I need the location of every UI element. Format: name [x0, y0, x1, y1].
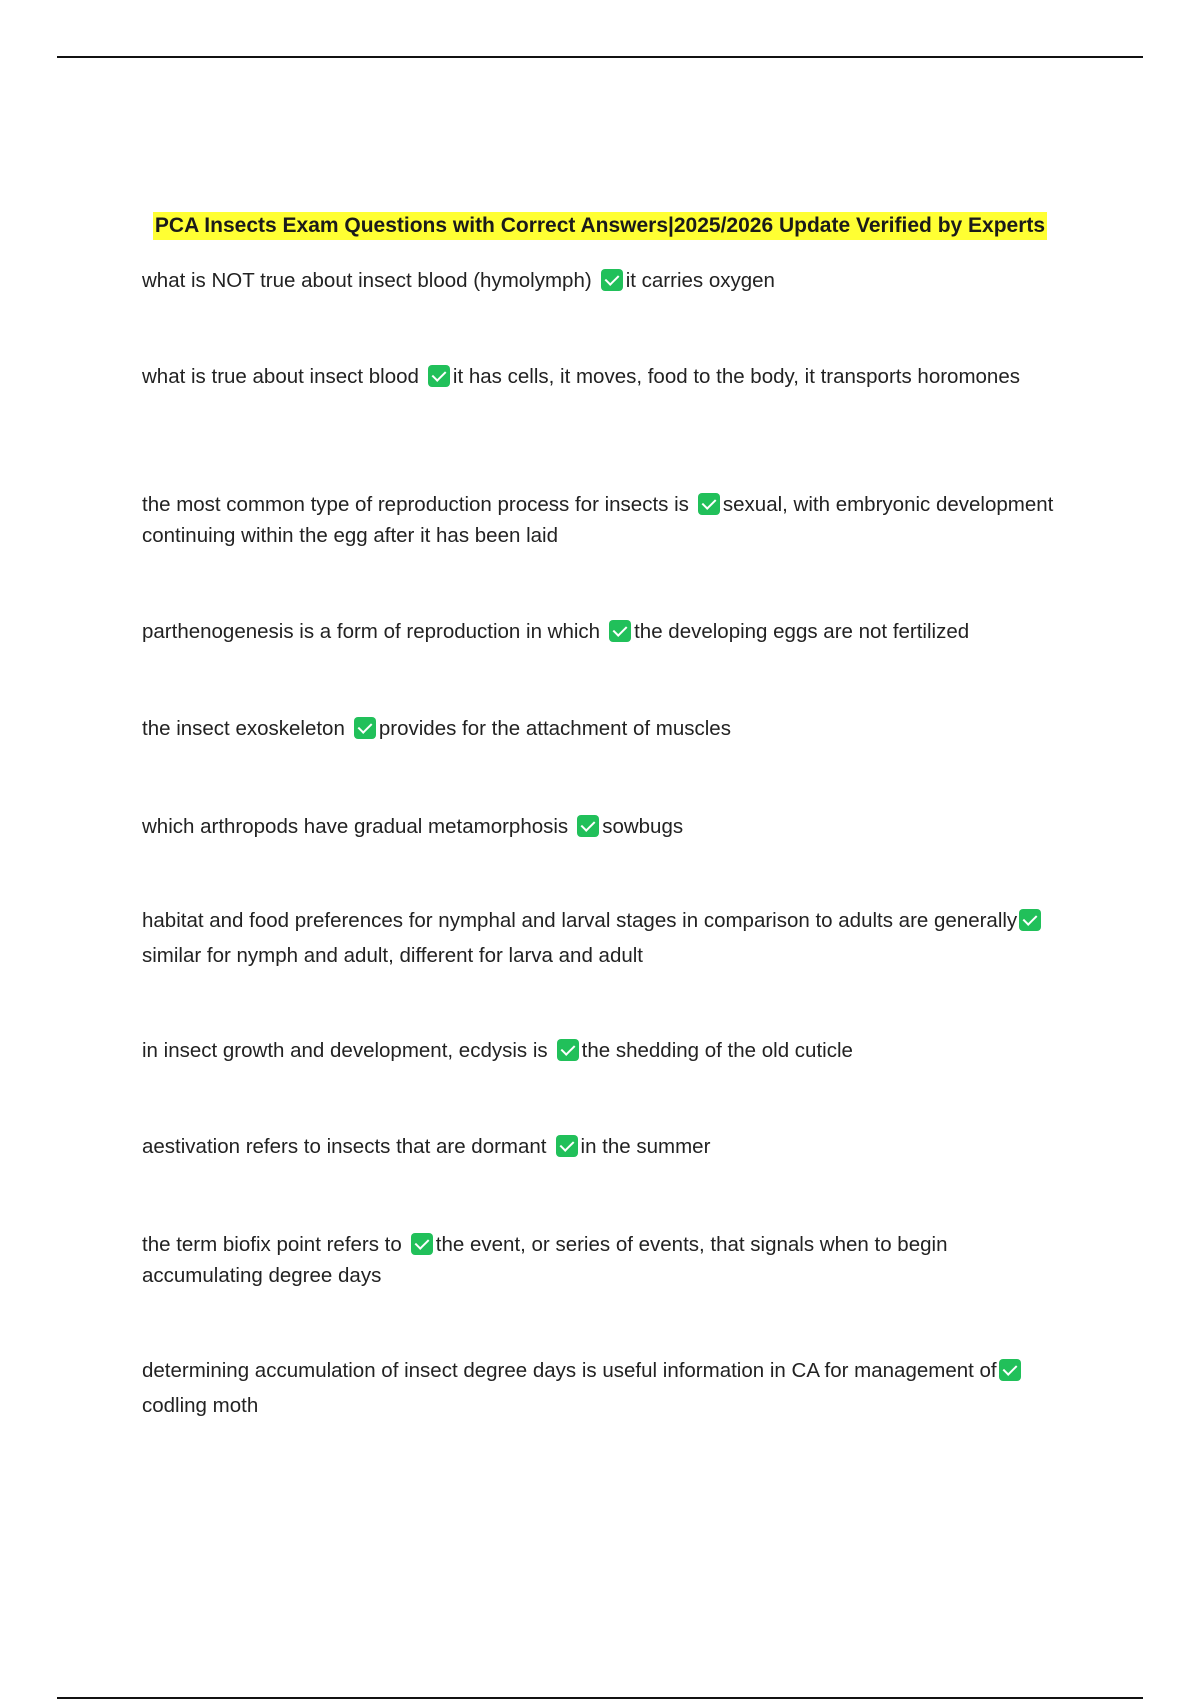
- qa-item: [142, 265, 1062, 296]
- answer-text: sexual, with embryonic development continuing within the egg after it has been laid: [142, 493, 1054, 547]
- title-block: [0, 212, 1200, 240]
- qa-item: [142, 1035, 1062, 1066]
- answer-text: in the summer: [580, 1135, 711, 1158]
- answer-text: provides for the attachment of muscles: [378, 717, 731, 740]
- checkmark-icon: [428, 365, 450, 387]
- checkmark-icon: [411, 1233, 433, 1255]
- qa-item: [142, 1131, 1062, 1162]
- top-rule: [57, 56, 1143, 58]
- answer-text: codling moth: [142, 1394, 259, 1417]
- qa-item: [142, 361, 1062, 392]
- question-text: what is NOT true about insect blood (hymolymph): [142, 269, 592, 292]
- question-text: what is true about insect blood: [142, 365, 419, 388]
- qa-item: [142, 489, 1062, 551]
- qa-item: [142, 811, 1062, 842]
- checkmark-icon: [609, 620, 631, 642]
- bottom-rule: [57, 1697, 1143, 1699]
- checkmark-icon: [1019, 909, 1041, 931]
- answer-text: the developing eggs are not fertilized: [634, 620, 970, 643]
- checkmark-icon: [557, 1039, 579, 1061]
- qa-item: [142, 616, 1062, 647]
- answer-text: the event, or series of events, that signals when to begin accumulating degree days: [142, 1233, 948, 1287]
- checkmark-icon: [556, 1135, 578, 1157]
- checkmark-icon: [577, 815, 599, 837]
- document-title: PCA Insects Exam Questions with Correct Answers|2025/2026 Update Verified by Experts: [153, 212, 1047, 240]
- checkmark-icon: [601, 269, 623, 291]
- question-text: parthenogenesis is a form of reproduction in which: [142, 620, 601, 643]
- answer-text: it carries oxygen: [625, 269, 775, 292]
- checkmark-icon: [999, 1359, 1021, 1381]
- question-text: which arthropods have gradual metamorphosis: [142, 815, 569, 838]
- qa-item: [142, 1229, 1062, 1291]
- question-text: the most common type of reproduction process for insects is: [142, 493, 689, 516]
- question-text: the insect exoskeleton: [142, 717, 345, 740]
- question-text: the term biofix point refers to: [142, 1233, 402, 1256]
- qa-item: [142, 903, 1062, 973]
- checkmark-icon: [354, 717, 376, 739]
- question-text: in insect growth and development, ecdysis is: [142, 1039, 548, 1062]
- qa-item: [142, 1353, 1077, 1423]
- answer-text: similar for nymph and adult, different for larva and adult: [142, 944, 643, 967]
- answer-text: the shedding of the old cuticle: [581, 1039, 853, 1062]
- answer-text: it has cells, it moves, food to the body, it transports horomones: [452, 365, 1020, 388]
- checkmark-icon: [698, 493, 720, 515]
- question-text: determining accumulation of insect degree days is useful information in CA for management of: [142, 1359, 997, 1382]
- question-text: habitat and food preferences for nymphal and larval stages in comparison to adults are generally: [142, 909, 1018, 932]
- question-text: aestivation refers to insects that are dormant: [142, 1135, 547, 1158]
- answer-text: sowbugs: [602, 815, 684, 838]
- qa-item: [142, 713, 1062, 744]
